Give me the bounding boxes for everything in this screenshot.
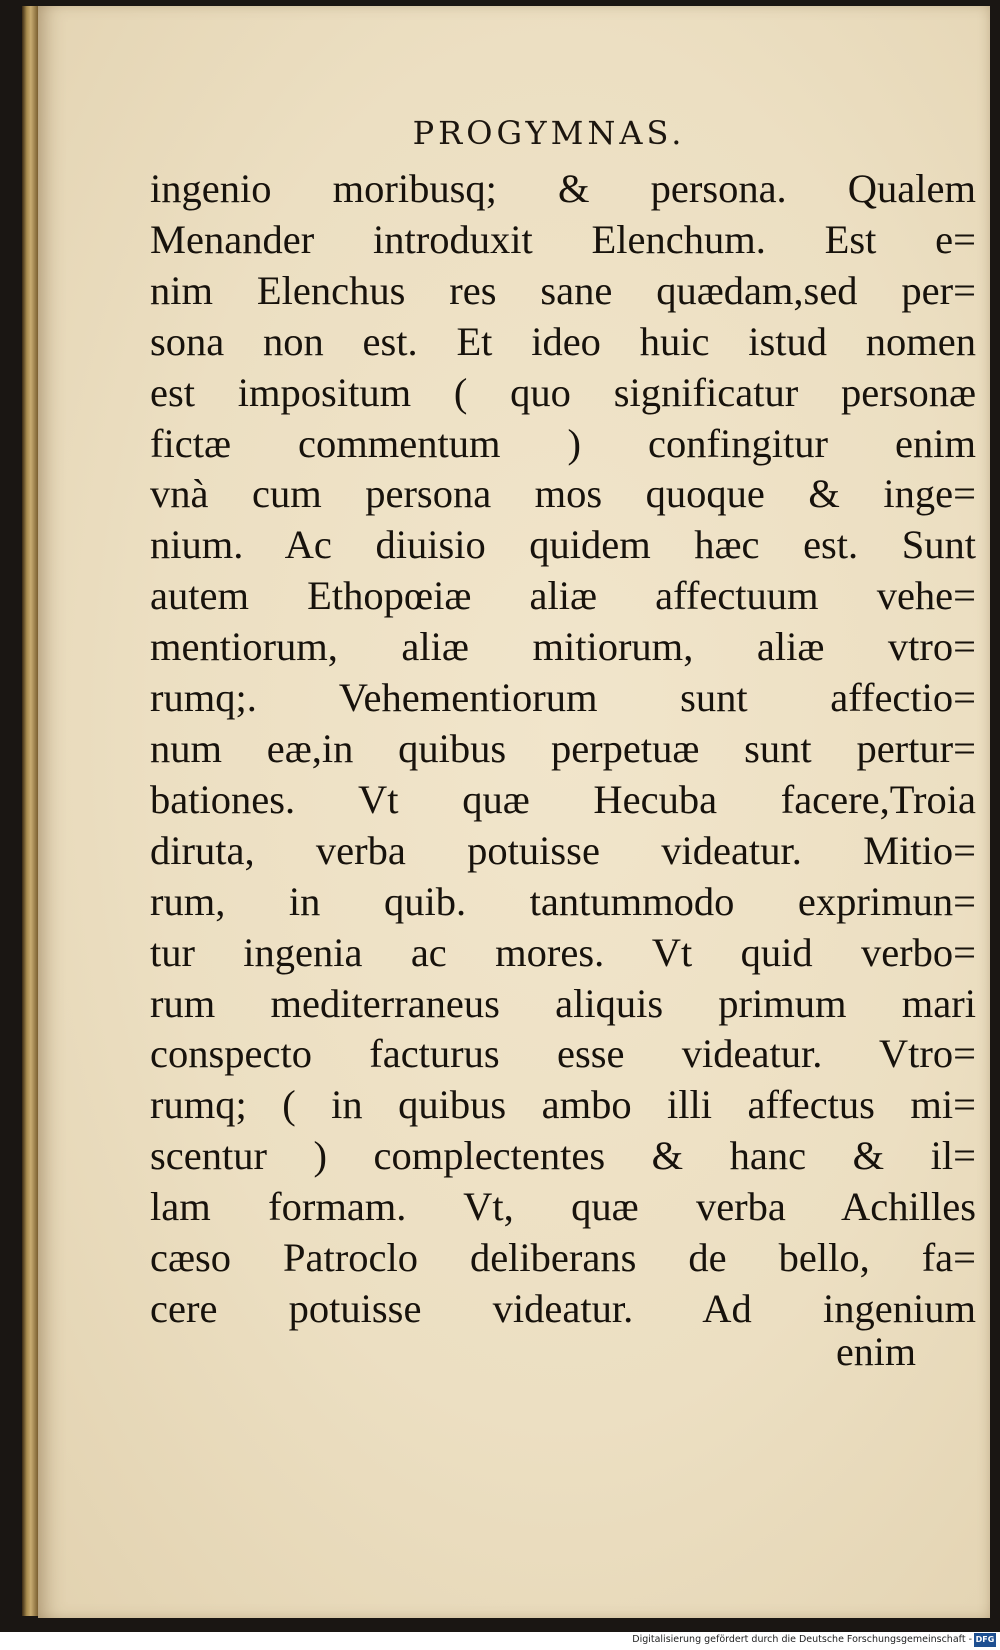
text-line: scentur ) complectentes & hanc & il= (150, 1133, 976, 1179)
text-line: num eæ,in quibus perpetuæ sunt pertur= (150, 725, 976, 771)
catchword: enim (836, 1329, 916, 1374)
text-line: Menander introduxit Elenchum. Est e= (150, 216, 976, 262)
text-line: conspecto facturus esse videatur. Vtro= (150, 1031, 976, 1077)
text-line: rumq; ( in quibus ambo illi affectus mi= (150, 1082, 976, 1128)
text-line: ingenio moribusq; & persona. Qualem (150, 166, 976, 211)
text-line: autem Ethopœiæ aliæ affectuum vehe= (150, 573, 976, 619)
text-line: diruta, verba potuisse videatur. Mitio= (150, 827, 976, 873)
text-line: rum, in quib. tantummodo exprimun= (150, 878, 976, 924)
text-line: est impositum ( quo significatur personæ (150, 369, 976, 415)
text-line: rum mediterraneus aliquis primum mari (150, 980, 976, 1026)
text-line: cæso Patroclo deliberans de bello, fa= (150, 1235, 976, 1281)
text-line: tur ingenia ac mores. Vt quid verbo= (150, 929, 976, 975)
text-line: lam formam. Vt, quæ verba Achilles (150, 1184, 976, 1230)
text-line: sona non est. Et ideo huic istud nomen (150, 318, 976, 364)
dfg-logo: DFG (974, 1633, 996, 1647)
text-line: cere potuisse videatur. Ad ingenium (150, 1285, 976, 1331)
book-spine-edge (22, 6, 38, 1616)
text-line: vnà cum persona mos quoque & inge= (150, 471, 976, 517)
text-line: fictæ commentum ) confingitur enim (150, 420, 976, 466)
text-line: nium. Ac diuisio quidem hæc est. Sunt (150, 522, 976, 568)
text-line: rumq;. Vehementiorum sunt affectio= (150, 675, 976, 721)
digitization-credit: Digitalisierung gefördert durch die Deutsche Forschungsgemeinschaft - (632, 1634, 972, 1645)
text-line: bationes. Vt quæ Hecuba facere,Troia (150, 776, 976, 822)
body-text (150, 164, 976, 1335)
text-line: mentiorum, aliæ mitiorum, aliæ vtro= (150, 624, 976, 670)
text-line: nim Elenchus res sane quædam,sed per= (150, 267, 976, 313)
book-page (38, 6, 990, 1618)
running-header: PROGYMNAS. (412, 114, 686, 152)
